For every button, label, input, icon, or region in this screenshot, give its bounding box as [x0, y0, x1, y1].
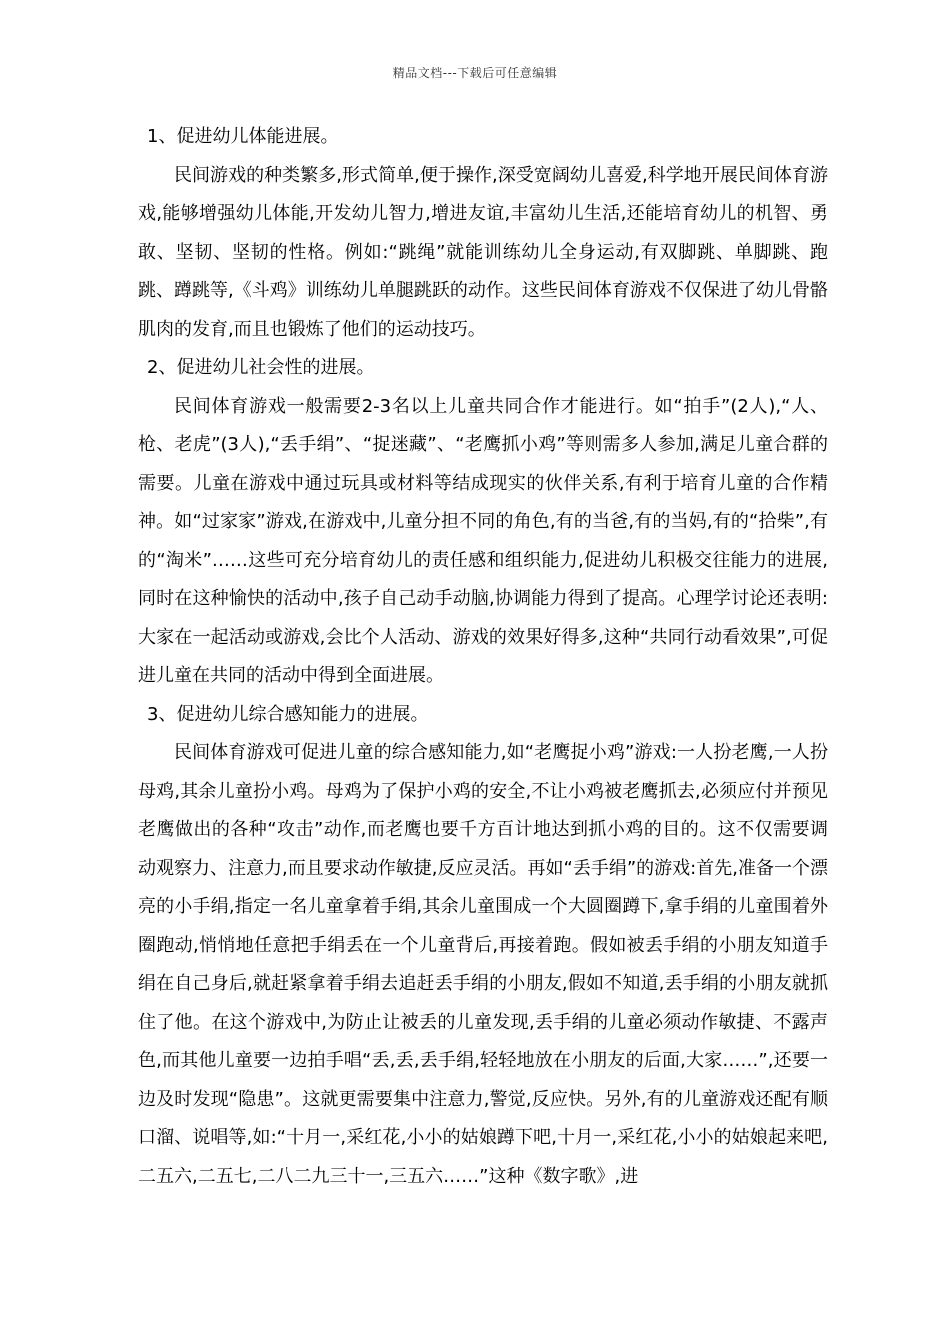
- section-heading-2: 2、促进幼儿社会性的进展。: [147, 357, 375, 378]
- section-paragraph-2: 民间体育游戏一般需要2-3名以上儿童共同合作才能进行。如“拍手”(2人),“人、枪、老虎”(3人),“丢手绢”、“捉迷藏”、“老鹰抓小鸡”等则需多人参加,满足儿童合群的需要。儿童在游戏中通过玩具或材料等结成现实的伙伴关系,有利于培育儿童的合作精神。如“过家家”游戏,在游戏中,儿童分担不同的角色,有的当爸,有的当妈,有的“拾柴”,有的“淘米”……这些可充分培育幼儿的责任感和组织能力,促进幼儿积极交往能力的进展,同时在这种愉快的活动中,孩子自己动手动脑,协调能力得到了提高。心理学讨论还表明:大家在一起活动或游戏,会比个人活动、游戏的效果好得多,这种“共同行动看效果”,可促进儿童在共同的活动中得到全面进展。: [138, 395, 828, 686]
- document-body: [138, 118, 828, 1196]
- section-paragraph-3: 民间体育游戏可促进儿童的综合感知能力,如“老鹰捉小鸡”游戏:一人扮老鹰,一人扮母鸡,其余儿童扮小鸡。母鸡为了保护小鸡的安全,不让小鸡被老鹰抓去,必须应付并预见老鹰做出的各种“攻击”动作,而老鹰也要千方百计地达到抓小鸡的目的。这不仅需要调动观察力、注意力,而且要求动作敏捷,反应灵活。再如“丢手绢”的游戏:首先,准备一个漂亮的小手绢,指定一名儿童拿着手绢,其余儿童围成一个大圆圈蹲下,拿手绢的儿童围着外圈跑动,悄悄地任意把手绢丢在一个儿童背后,再接着跑。假如被丢手绢的小朋友知道手绢在自己身后,就赶紧拿着手绢去追赶丢手绢的小朋友,假如不知道,丢手绢的小朋友就抓住了他。在这个游戏中,为防止让被丢的儿童发现,丢手绢的儿童必须动作敏捷、不露声色,而其他儿童要一边拍手唱“丢,丢,丢手绢,轻轻地放在小朋友的后面,大家……”,还要一边及时发现“隐患”。这就更需要集中注意力,警觉,反应快。另外,有的儿童游戏还配有顺口溜、说唱等,如:“十月一,采红花,小小的姑娘蹲下吧,十月一,采红花,小小的姑娘起来吧,二五六,二五七,二八二九三十一,三五六……”这种《数字歌》,进: [138, 742, 828, 1187]
- page-header: 精品文档---下载后可任意编辑: [392, 66, 558, 80]
- section-heading-1: 1、促进幼儿体能进展。: [147, 126, 339, 147]
- section-heading-3: 3、促进幼儿综合感知能力的进展。: [147, 703, 429, 725]
- section-paragraph-1: 民间游戏的种类繁多,形式简单,便于操作,深受宽阔幼儿喜爱,科学地开展民间体育游戏,能够增强幼儿体能,开发幼儿智力,增进友谊,丰富幼儿生活,还能培育幼儿的机智、勇敢、坚韧、坚韧的性格。例如:“跳绳”就能训练幼儿全身运动,有双脚跳、单脚跳、跑跳、蹲跳等,《斗鸡》训练幼儿单腿跳跃的动作。这些民间体育游戏不仅保进了幼儿骨骼肌肉的发育,而且也锻炼了他们的运动技巧。: [138, 164, 828, 340]
